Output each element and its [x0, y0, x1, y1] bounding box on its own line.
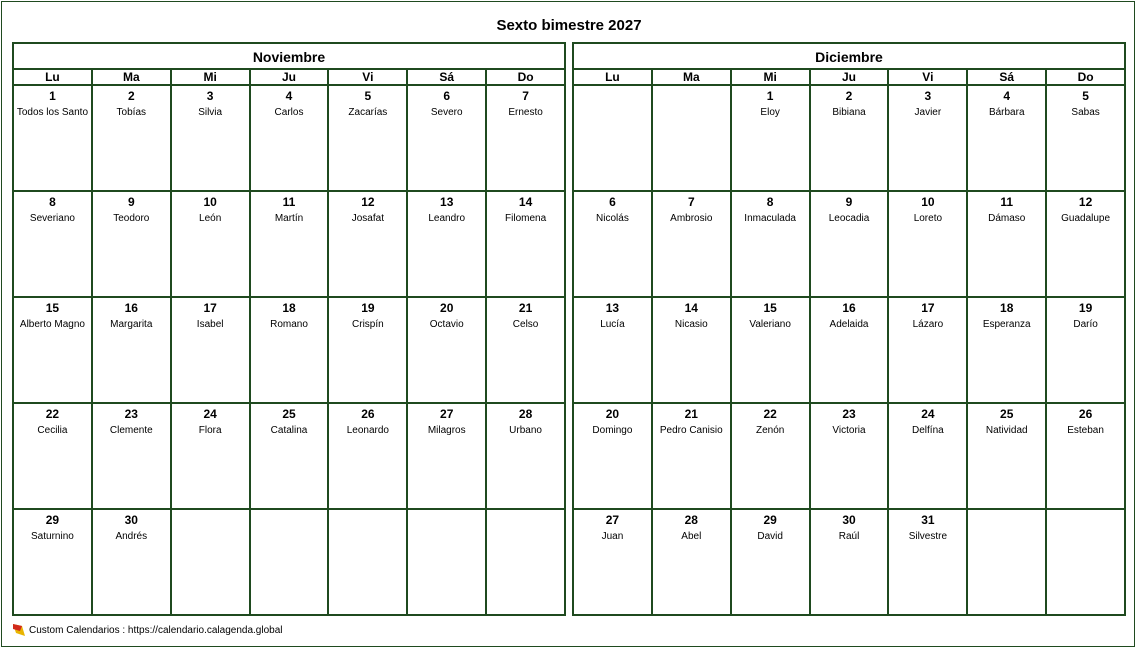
- month-calendar-november: [12, 42, 566, 616]
- saint-name: Inmaculada: [744, 213, 796, 224]
- page-title: Sexto bimestre 2027: [496, 17, 642, 34]
- saint-name: Raúl: [838, 531, 860, 542]
- day-number: 23: [842, 407, 856, 421]
- day-cell: [93, 298, 172, 402]
- day-number: 24: [921, 407, 935, 421]
- day-cell: [487, 510, 564, 614]
- saint-name: Delfína: [912, 425, 944, 436]
- day-number: 5: [1082, 89, 1089, 103]
- saint-name: Teodoro: [113, 213, 150, 224]
- weekday-label: Sá: [968, 70, 1047, 84]
- week-row: [14, 298, 564, 404]
- weekday-header-row: [14, 70, 564, 86]
- month-name: Noviembre: [14, 44, 564, 70]
- saint-name: Andrés: [115, 531, 148, 542]
- day-cell: [732, 298, 811, 402]
- saint-name: Saturnino: [31, 531, 74, 542]
- day-number: 2: [127, 89, 135, 103]
- day-number: 30: [842, 513, 856, 527]
- saint-name: Victoria: [832, 425, 866, 436]
- day-number: 7: [522, 89, 529, 103]
- day-cell: [408, 86, 487, 190]
- day-cell: [811, 86, 890, 190]
- saint-name: Margarita: [110, 319, 153, 330]
- day-cell: [408, 192, 487, 296]
- week-row: [574, 86, 1124, 192]
- weeks-grid: [14, 86, 564, 614]
- day-cell: [653, 298, 732, 402]
- footer: [13, 624, 283, 637]
- day-number: 22: [763, 407, 777, 421]
- day-number: 11: [1000, 195, 1014, 209]
- saint-name: Romano: [270, 319, 308, 330]
- weekday-header-row: [574, 70, 1124, 86]
- saint-name: Esteban: [1067, 425, 1104, 436]
- day-cell: [408, 510, 487, 614]
- saint-name: Ernesto: [508, 107, 543, 118]
- saint-name: Nicasio: [674, 319, 708, 330]
- saint-name: Bárbara: [988, 107, 1025, 118]
- month-name: Diciembre: [574, 44, 1124, 70]
- weekday-label: Ma: [653, 70, 732, 84]
- day-cell: [889, 404, 968, 508]
- saint-name: Valeriano: [749, 319, 791, 330]
- weekday-label: Mi: [172, 70, 251, 84]
- day-cell: [487, 192, 564, 296]
- day-number: 26: [1078, 407, 1093, 421]
- saint-name: Darío: [1073, 319, 1098, 330]
- day-number: [574, 89, 651, 104]
- saint-name: Lázaro: [912, 319, 944, 330]
- footer-link[interactable]: Custom Calendarios : https://calendario.calagenda.global: [29, 625, 283, 636]
- saint-name: Adelaida: [829, 319, 869, 330]
- week-row: [574, 298, 1124, 404]
- saint-name: León: [199, 213, 222, 224]
- day-number: 19: [361, 301, 375, 315]
- weekday-label: Ju: [251, 70, 330, 84]
- day-cell: [889, 86, 968, 190]
- saint-name: Celso: [512, 319, 539, 330]
- day-number: 15: [45, 301, 60, 315]
- saint-name: Dámaso: [988, 213, 1026, 224]
- month-calendar-december: [572, 42, 1126, 616]
- day-cell: [732, 192, 811, 296]
- weekday-label: Vi: [889, 70, 968, 84]
- day-cell: [93, 510, 172, 614]
- saint-name: Loreto: [913, 213, 943, 224]
- saint-name: Flora: [198, 425, 222, 436]
- saint-name: Silvia: [198, 107, 223, 118]
- day-cell: [14, 298, 93, 402]
- day-number: 14: [684, 301, 698, 315]
- day-cell: [251, 192, 330, 296]
- week-row: [574, 510, 1124, 614]
- day-cell: [487, 404, 564, 508]
- day-cell: [93, 86, 172, 190]
- day-cell: [329, 192, 408, 296]
- day-cell: [251, 298, 330, 402]
- day-number: 17: [921, 301, 935, 315]
- saint-name: Javier: [914, 107, 942, 118]
- saint-name: Zenón: [755, 425, 785, 436]
- week-row: [14, 404, 564, 510]
- day-number: 18: [1000, 301, 1014, 315]
- day-cell: [811, 404, 890, 508]
- weekday-label: Do: [517, 70, 534, 84]
- day-number: 30: [124, 513, 138, 527]
- day-cell: [14, 510, 93, 614]
- saint-name: Bibiana: [832, 107, 866, 118]
- day-cell: [172, 192, 251, 296]
- day-cell: [1047, 510, 1124, 614]
- week-row: [14, 86, 564, 192]
- day-cell: [968, 86, 1047, 190]
- weekday-label: Vi: [329, 70, 408, 84]
- day-number: 8: [766, 195, 774, 209]
- day-number: 6: [443, 89, 451, 103]
- day-number: 27: [605, 513, 620, 527]
- day-number: 5: [364, 89, 372, 103]
- day-cell: [889, 192, 968, 296]
- day-number: 22: [45, 407, 60, 421]
- day-cell: [487, 86, 564, 190]
- day-cell: [732, 404, 811, 508]
- day-cell: [968, 298, 1047, 402]
- saint-name: Filomena: [505, 213, 547, 224]
- day-cell: [172, 510, 251, 614]
- weeks-grid: [574, 86, 1124, 614]
- day-cell: [251, 86, 330, 190]
- weekday-label: Ju: [811, 70, 890, 84]
- day-number: 20: [605, 407, 620, 421]
- day-number: [487, 513, 564, 528]
- day-number: 18: [282, 301, 296, 315]
- day-number: 25: [1000, 407, 1014, 421]
- day-cell: [172, 298, 251, 402]
- day-number: 4: [285, 89, 293, 103]
- day-number: 6: [609, 195, 616, 209]
- saint-name: Todos los Santo: [16, 107, 89, 118]
- day-number: 28: [518, 407, 533, 421]
- day-number: 11: [282, 195, 296, 209]
- day-number: 10: [921, 195, 935, 209]
- day-number: 29: [763, 513, 777, 527]
- saint-name: Sabas: [1071, 107, 1100, 118]
- saint-name: David: [757, 531, 783, 542]
- day-cell: [172, 404, 251, 508]
- day-number: 1: [766, 89, 774, 103]
- week-row: [14, 192, 564, 298]
- day-number: 24: [203, 407, 217, 421]
- weekday-label: Lu: [14, 70, 93, 84]
- saint-name: Domingo: [592, 425, 633, 436]
- day-number: 2: [845, 89, 853, 103]
- day-number: [172, 513, 249, 528]
- day-number: 21: [684, 407, 698, 421]
- day-cell: [251, 404, 330, 508]
- day-cell: [811, 192, 890, 296]
- day-number: [408, 513, 485, 528]
- day-number: 23: [124, 407, 138, 421]
- saint-name: Octavio: [429, 319, 464, 330]
- weekday-label: Mi: [732, 70, 811, 84]
- saint-name: Josafat: [351, 213, 384, 224]
- saint-name: Catalina: [270, 425, 308, 436]
- weekday-label: Sá: [408, 70, 487, 84]
- day-number: 10: [203, 195, 217, 209]
- day-number: [968, 513, 1045, 528]
- day-number: 12: [361, 195, 375, 209]
- day-cell: [968, 404, 1047, 508]
- saint-name: Carlos: [274, 107, 304, 118]
- saint-name: Abel: [681, 531, 702, 542]
- saint-name: Leonardo: [346, 425, 389, 436]
- saint-name: Leocadia: [828, 213, 870, 224]
- day-number: [251, 513, 328, 528]
- day-number: 27: [440, 407, 454, 421]
- day-number: 21: [518, 301, 533, 315]
- calagenda-logo-icon: [13, 624, 25, 637]
- saint-name: Severiano: [29, 213, 75, 224]
- day-number: 14: [518, 195, 533, 209]
- day-number: 17: [203, 301, 217, 315]
- day-number: 7: [687, 195, 695, 209]
- day-cell: [811, 298, 890, 402]
- saint-name: Eloy: [760, 107, 780, 118]
- day-cell: [574, 192, 653, 296]
- day-number: [653, 89, 730, 104]
- saint-name: Ambrosio: [670, 213, 713, 224]
- day-cell: [968, 510, 1047, 614]
- day-number: 3: [206, 89, 214, 103]
- day-number: 19: [1078, 301, 1093, 315]
- day-cell: [574, 510, 653, 614]
- day-number: 13: [605, 301, 620, 315]
- day-number: 25: [282, 407, 296, 421]
- day-cell: [968, 192, 1047, 296]
- day-number: 9: [127, 195, 135, 209]
- day-cell: [811, 510, 890, 614]
- saint-name: Leandro: [428, 213, 466, 224]
- saint-name: Cecilia: [37, 425, 68, 436]
- day-cell: [14, 86, 93, 190]
- day-cell: [653, 86, 732, 190]
- saint-name: Esperanza: [982, 319, 1031, 330]
- day-number: 8: [49, 195, 56, 209]
- day-cell: [732, 86, 811, 190]
- day-number: 16: [124, 301, 138, 315]
- saint-name: Natividad: [985, 425, 1028, 436]
- day-number: 13: [440, 195, 454, 209]
- day-cell: [889, 510, 968, 614]
- saint-name: Crispín: [352, 319, 384, 330]
- day-number: 9: [845, 195, 853, 209]
- day-cell: [732, 510, 811, 614]
- day-cell: [653, 510, 732, 614]
- saint-name: Urbano: [509, 425, 542, 436]
- day-cell: [574, 298, 653, 402]
- saint-name: Juan: [601, 531, 624, 542]
- day-cell: [93, 404, 172, 508]
- day-cell: [1047, 192, 1124, 296]
- day-number: 16: [842, 301, 856, 315]
- saint-name: Severo: [430, 107, 463, 118]
- day-cell: [93, 192, 172, 296]
- week-row: [574, 404, 1124, 510]
- saint-name: Isabel: [196, 319, 224, 330]
- saint-name: Nicolás: [596, 213, 629, 224]
- saint-name: Silvestre: [908, 531, 948, 542]
- saint-name: Milagros: [427, 425, 466, 436]
- day-number: 4: [1003, 89, 1011, 103]
- day-number: 29: [45, 513, 60, 527]
- day-cell: [408, 298, 487, 402]
- day-cell: [172, 86, 251, 190]
- saint-name: Guadalupe: [1061, 213, 1111, 224]
- day-cell: [1047, 404, 1124, 508]
- day-cell: [487, 298, 564, 402]
- saint-name: Tobías: [116, 107, 147, 118]
- weekday-label: Lu: [574, 70, 653, 84]
- day-number: 20: [440, 301, 454, 315]
- day-number: [1047, 513, 1124, 528]
- day-cell: [251, 510, 330, 614]
- weekday-label: Ma: [93, 70, 172, 84]
- day-cell: [574, 86, 653, 190]
- saint-name: Pedro Canisio: [659, 425, 723, 436]
- day-cell: [408, 404, 487, 508]
- day-cell: [653, 192, 732, 296]
- day-number: 15: [763, 301, 777, 315]
- day-number: [329, 513, 406, 528]
- day-cell: [329, 510, 408, 614]
- saint-name: Martín: [274, 213, 304, 224]
- day-cell: [889, 298, 968, 402]
- day-cell: [14, 404, 93, 508]
- week-row: [14, 510, 564, 614]
- day-number: 26: [361, 407, 375, 421]
- day-cell: [1047, 86, 1124, 190]
- day-cell: [653, 404, 732, 508]
- day-cell: [14, 192, 93, 296]
- day-number: 1: [49, 89, 56, 103]
- day-cell: [1047, 298, 1124, 402]
- weekday-label: Do: [1077, 70, 1094, 84]
- saint-name: Zacarías: [348, 107, 388, 118]
- day-number: 31: [921, 513, 935, 527]
- day-cell: [329, 404, 408, 508]
- day-cell: [574, 404, 653, 508]
- day-cell: [329, 298, 408, 402]
- day-number: 12: [1078, 195, 1093, 209]
- day-number: 3: [924, 89, 932, 103]
- saint-name: Lucía: [600, 319, 625, 330]
- week-row: [574, 192, 1124, 298]
- saint-name: Alberto Magno: [19, 319, 85, 330]
- day-number: 28: [684, 513, 698, 527]
- saint-name: Clemente: [109, 425, 153, 436]
- day-cell: [329, 86, 408, 190]
